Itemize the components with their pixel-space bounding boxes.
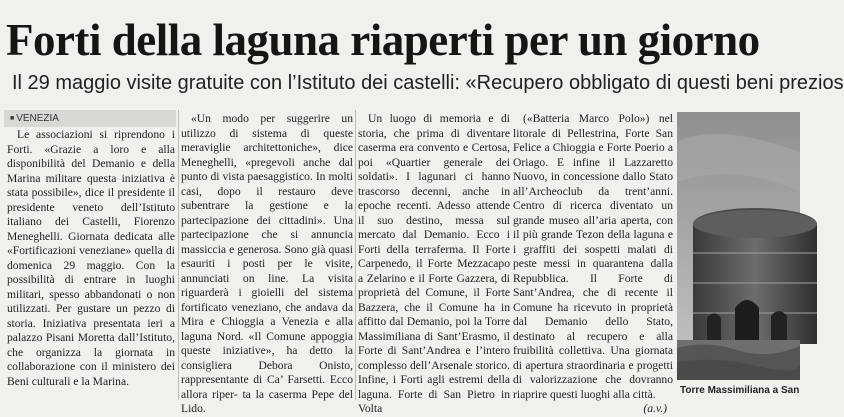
headline: Forti della laguna riaperti per un giorno bbox=[6, 15, 760, 65]
author-signature: (a.v.) bbox=[643, 402, 667, 415]
section-label-text: ■ VENEZIA bbox=[4, 110, 176, 127]
article-column-4 bbox=[513, 112, 673, 415]
article-column-2 bbox=[181, 112, 353, 415]
subheadline: Il 29 maggio visite gratuite con l’Istituto dei castelli: «Recupero obbligato di questi beni prezios bbox=[12, 72, 844, 94]
column-divider bbox=[355, 110, 356, 400]
photo-caption: Torre Massimiliana a San bbox=[680, 385, 800, 396]
column-4-text: («Batteria Marco Polo») nel litorale di Pellestrina, Forte San Felice a Chioggia e Forte Poerio a Oriago. E infine il Lazzaretto Nuovo, in concessione dallo Stato all’Archeoclub da trent’anni. Centro di ricerca diventato un grande museo all’aria aperta, con il più grande Tezon della laguna e i graffiti dei sospetti malati di peste messi in quarantena dalla Repubblica. Il Forte di Sant’Andrea, che di recente il Comune ha ricevuto in proprietà dal Demanio dello Stato, destinato al recupero e alla fruibilità collettiva. Una giornata di apertura straordinaria e progetti di valorizzazione che dovranno riaprire questi luoghi alla città. bbox=[513, 112, 673, 401]
column-divider bbox=[178, 110, 179, 400]
column-1-text: Le associazioni si riprendono i Forti. «Grazie a loro e alla disponibilità del Demanio e della Marina militare questa iniziativa è stata possibile», dice il presidente il presidente veneto dell’Istituto italiano dei Castelli, Fiorenzo Meneghelli. Giornata dedicata alle «Fortificazioni veneziane» quella di domenica 29 maggio. Con la possibilità di entrare in luoghi militari, spesso abbandonati o non utilizzati. Per gustare un pezzo di storia. Iniziativa presentata ieri a palazzo Pisani Moretta dall’Istituto, che organizza la giornata in collaborazione con il ministero dei Beni culturali e la Marina. bbox=[7, 128, 175, 388]
fortress-photo bbox=[677, 112, 800, 380]
column-3-text: Un luogo di memoria e di storia, che prima di diventare caserma era convento e Certosa, poi «Quartier generale dei soldati». I lagunari ci hanno trascorso decenni, anche in epoche recenti. Adesso attende il suo destino, messa sul mercato dal Demanio. Ecco i Forti della terraferma. Il Forte Carpenedo, il Forte Mezzacapo a Zelarino e il Forte Gazzera, di proprietà del Comune, il Forte Bazzera, che il Comune ha in affitto dal Demanio, poi la Torre Massimiliana di Sant’Erasmo, il Forte di Sant’Andrea e l’intero complesso dell’Arsenale storico. Infine, i Forti agli estremi della laguna. Forte di San Pietro in Volta bbox=[358, 112, 510, 415]
section-label bbox=[4, 110, 176, 127]
article-column-1 bbox=[7, 128, 175, 400]
article-column-3 bbox=[358, 112, 510, 415]
column-2-text: «Un modo per suggerire un utilizzo di sistema di queste meraviglie architettoniche», dice Meneghelli, «pregevoli anche dal punto di vista paesaggistico. In molti casi, dopo il restauro deve subentrare la gestione e la partecipazione dei cittadini». Una partecipazione che si annuncia massiccia e generosa. Sono già quasi esauriti i posti per le visite, annunciati on line. La visita riguarderà i gioielli del sistema fortificato veneziano, che andava da Mira e Chioggia a Venezia e alla laguna Nord. «Il Comune appoggia queste iniziative», ha detto la consigliera Debora Onisto, rappresentante di Ca’ Farsetti. Ecco allora riper- ta la caserma Pepe del Lido. bbox=[181, 112, 353, 415]
